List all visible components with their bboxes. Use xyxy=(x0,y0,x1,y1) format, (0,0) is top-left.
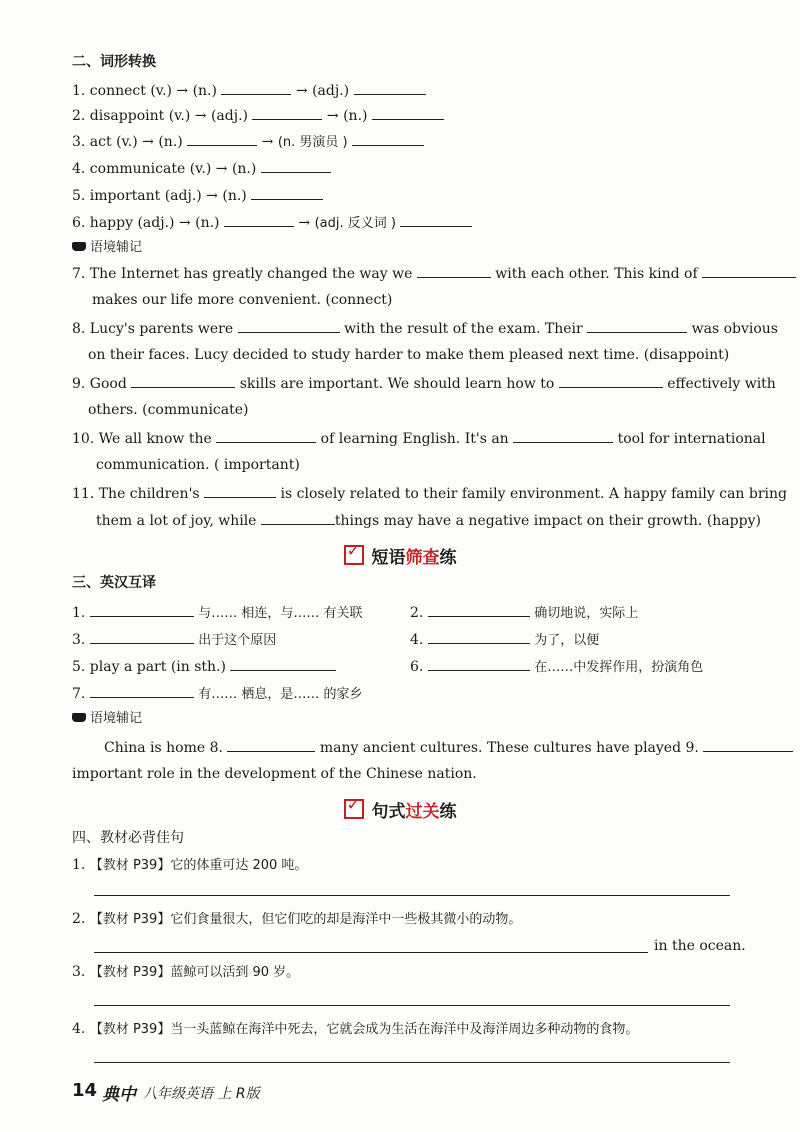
phrase-5: 5. play a part (in sth.) xyxy=(72,656,336,677)
s10-line1: 10. We all know the of learning English. It's an tool for international xyxy=(72,428,766,449)
sentence-3: 3. 【教材 P39】蓝鲸可以活到 90 岁。 xyxy=(72,964,300,980)
brand-logo: 典中 xyxy=(102,1085,136,1105)
section-banner-phrases: ✓短语筛查练 xyxy=(0,543,800,568)
answer-blank[interactable] xyxy=(238,318,340,333)
answer-blank[interactable] xyxy=(587,318,687,333)
section-banner-sentences: ✓句式过关练 xyxy=(0,797,800,822)
checkbox-icon xyxy=(344,545,364,565)
q6: 6. happy (adj.) → (n.) → (adj. 反义词 ) xyxy=(72,212,472,234)
q2: 2. disappoint (v.) → (adj.) → (n.) xyxy=(72,105,444,126)
q4: 4. communicate (v.) → (n.) xyxy=(72,158,331,179)
answer-blank[interactable] xyxy=(428,656,530,671)
answer-blank[interactable] xyxy=(703,737,793,752)
book-title: 八年级英语 上 R版 xyxy=(143,1086,260,1102)
answer-blank[interactable] xyxy=(224,212,294,227)
answer-blank[interactable] xyxy=(131,373,235,388)
page-number: 14 xyxy=(72,1080,98,1101)
context-label: 语境辅记 xyxy=(72,709,142,729)
section-title: 四、教材必背佳句 xyxy=(72,830,184,846)
answer-blank[interactable] xyxy=(702,263,796,278)
answer-blank[interactable] xyxy=(251,185,323,200)
answer-blank[interactable] xyxy=(90,629,194,644)
answer-blank[interactable] xyxy=(187,131,257,146)
answer-blank[interactable] xyxy=(252,105,322,120)
phrase-2: 2. 确切地说，实际上 xyxy=(410,602,638,624)
context-label: 语境辅记 xyxy=(72,238,142,258)
phrase-3: 3. 出于这个原因 xyxy=(72,629,276,651)
answer-blank[interactable] xyxy=(261,510,335,525)
s10-line2: communication. ( important) xyxy=(96,457,300,473)
answer-blank[interactable] xyxy=(354,80,426,95)
s8-line2: on their faces. Lucy decided to study harder to make them pleased next time. (disappoint) xyxy=(88,347,730,363)
s7-line2: makes our life more convenient. (connect) xyxy=(92,292,393,308)
answer-blank[interactable] xyxy=(230,656,336,671)
sentence-4: 4. 【教材 P39】当一头蓝鲸在海洋中死去，它就会成为生活在海洋中及海洋周边多种动物的食物。 xyxy=(72,1021,639,1037)
answer-blank[interactable] xyxy=(90,683,194,698)
graduation-cap-icon xyxy=(72,242,86,251)
context-line1: China is home 8. many ancient cultures. These cultures have played 9. xyxy=(104,737,793,758)
sentence-2-tail: in the ocean. xyxy=(654,938,746,954)
q5: 5. important (adj.) → (n.) xyxy=(72,185,323,206)
phrase-4: 4. 为了，以便 xyxy=(410,629,599,651)
answer-blank[interactable] xyxy=(400,212,472,227)
answer-line[interactable] xyxy=(94,1005,730,1006)
answer-blank[interactable] xyxy=(428,629,530,644)
s8-line1: 8. Lucy's parents were with the result of the exam. Their was obvious xyxy=(72,318,778,339)
answer-line[interactable] xyxy=(94,895,730,896)
q3: 3. act (v.) → (n.) → (n. 男演员 ) xyxy=(72,131,424,153)
checkbox-icon xyxy=(344,799,364,819)
s9-line1: 9. Good skills are important. We should learn how to effectively with xyxy=(72,373,776,394)
phrase-6: 6. 在……中发挥作用，扮演角色 xyxy=(410,656,703,678)
graduation-cap-icon xyxy=(72,713,86,722)
answer-blank[interactable] xyxy=(261,158,331,173)
section-title: 二、词形转换 xyxy=(72,54,156,70)
answer-blank[interactable] xyxy=(513,428,613,443)
s9-line2: others. (communicate) xyxy=(88,402,249,418)
answer-blank[interactable] xyxy=(372,105,444,120)
answer-blank[interactable] xyxy=(227,737,315,752)
answer-blank[interactable] xyxy=(352,131,424,146)
s11-line2: them a lot of joy, while things may have a negative impact on their growth. (happy) xyxy=(96,510,761,531)
answer-blank[interactable] xyxy=(216,428,316,443)
answer-blank[interactable] xyxy=(90,602,194,617)
context-line2: important role in the development of the Chinese nation. xyxy=(72,766,477,782)
answer-blank[interactable] xyxy=(221,80,291,95)
answer-blank[interactable] xyxy=(428,602,530,617)
answer-blank[interactable] xyxy=(417,263,491,278)
phrase-7: 7. 有…… 栖息，是…… 的家乡 xyxy=(72,683,363,705)
answer-blank[interactable] xyxy=(204,483,276,498)
sentence-2: 2. 【教材 P39】它们食量很大，但它们吃的却是海洋中一些极其微小的动物。 xyxy=(72,911,522,927)
answer-blank[interactable] xyxy=(559,373,663,388)
answer-line[interactable] xyxy=(94,952,648,953)
sentence-1: 1. 【教材 P39】它的体重可达 200 吨。 xyxy=(72,857,308,873)
s11-line1: 11. The children's is closely related to their family environment. A happy family can bring xyxy=(72,483,787,504)
phrase-1: 1. 与…… 相连，与…… 有关联 xyxy=(72,602,363,624)
answer-line[interactable] xyxy=(94,1062,730,1063)
s7-line1: 7. The Internet has greatly changed the way we with each other. This kind of xyxy=(72,263,796,284)
section-title: 三、英汉互译 xyxy=(72,575,156,591)
q1: 1. connect (v.) → (n.) → (adj.) xyxy=(72,80,426,101)
